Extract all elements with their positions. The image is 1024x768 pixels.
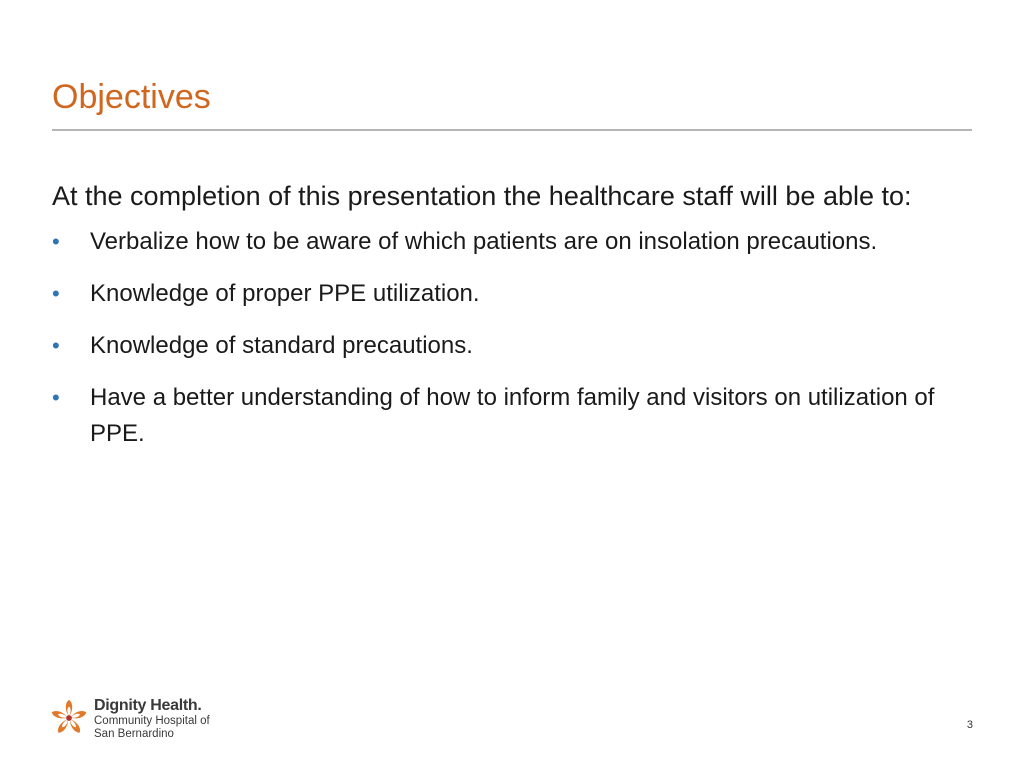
bullet-icon: • [52, 385, 60, 410]
dignity-health-logo [50, 697, 210, 741]
org-name-line2: San Bernardino [94, 728, 174, 740]
list-item-text: Verbalize how to be aware of which patients are on insolation precautions. [90, 228, 878, 255]
list-item [52, 328, 967, 364]
dignity-health-star-icon [50, 699, 88, 737]
brand-name: Dignity Health. [94, 697, 202, 714]
org-name-line1: Community Hospital of [94, 715, 210, 727]
list-item [52, 224, 967, 260]
intro-text: At the completion of this presentation the healthcare staff will be able to: [52, 181, 912, 211]
page-number: 3 [966, 719, 973, 731]
slide-body [52, 176, 967, 468]
objectives-list [52, 224, 967, 452]
logo-text [94, 697, 210, 741]
bullet-icon: • [52, 281, 60, 306]
list-item [52, 380, 967, 452]
list-item-text: Knowledge of standard precautions. [90, 332, 473, 359]
title-divider [52, 129, 972, 131]
list-item [52, 276, 967, 312]
list-item-text: Have a better understanding of how to inform family and visitors on utilization of PPE. [90, 384, 935, 447]
slide-title: Objectives [52, 78, 211, 116]
list-item-text: Knowledge of proper PPE utilization. [90, 280, 480, 307]
bullet-icon: • [52, 229, 60, 254]
bullet-icon: • [52, 333, 60, 358]
